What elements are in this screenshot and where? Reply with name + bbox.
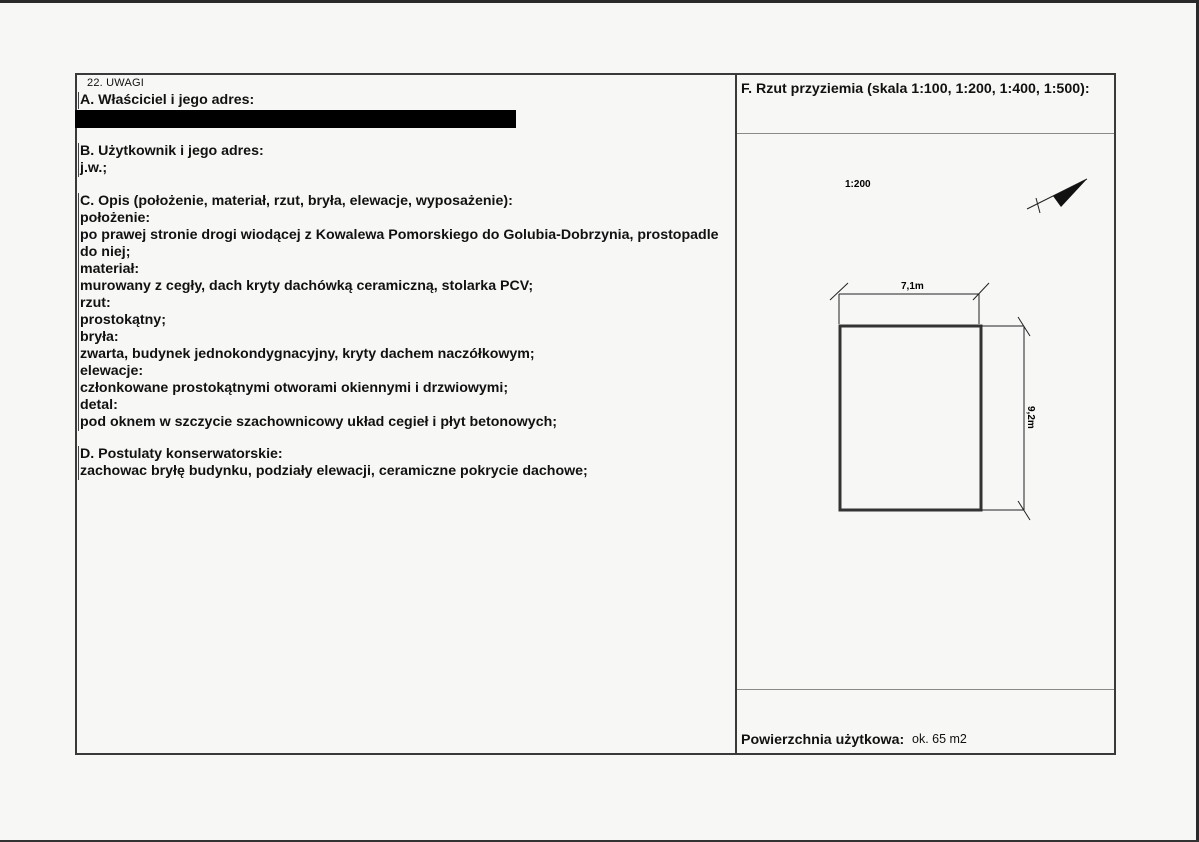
sketch-area [737, 133, 1114, 690]
width-dimension-label: 7,1m [901, 281, 924, 292]
user-value: j.w.; [80, 160, 108, 176]
form-label: bryła: [80, 329, 119, 345]
ground-plan-section [737, 75, 1114, 753]
postulates-heading: D. Postulaty konserwatorskie: [80, 446, 283, 462]
owner-heading: A. Właściciel i jego adres: [80, 92, 255, 108]
detail-value: pod oknem w szczycie szachownicowy układ cegieł i płyt betonowych; [80, 414, 557, 430]
scale-label: 1:200 [845, 179, 871, 190]
user-heading: B. Użytkownik i jego adres: [80, 143, 264, 159]
description-heading: C. Opis (położenie, materiał, rzut, bryła, elewacje, wyposażenie): [80, 193, 513, 209]
location-value-line2: do niej; [80, 244, 131, 260]
plan-value: prostokątny; [80, 312, 166, 328]
location-label: położenie: [80, 210, 151, 226]
length-dimension-label: 9,2m [1025, 406, 1036, 429]
building-outline [840, 326, 981, 510]
usable-area-value: ok. 65 m2 [912, 732, 967, 746]
plan-label: rzut: [80, 295, 111, 311]
material-label: materiał: [80, 261, 140, 277]
form-value: zwarta, budynek jednokondygnacyjny, kryty dachem naczółkowym; [80, 346, 535, 362]
usable-area-label: Powierzchnia użytkowa: [741, 732, 905, 748]
north-arrow-icon [1027, 179, 1087, 213]
elevations-label: elewacje: [80, 363, 144, 379]
location-value-line1: po prawej stronie drogi wiodącej z Kowalewa Pomorskiego do Golubia-Dobrzynia, prostopadle [80, 227, 719, 243]
detail-label: detal: [80, 397, 118, 413]
elevations-value: członkowane prostokątnymi otworami okiennymi i drzwiowymi; [80, 380, 509, 396]
sheet-edge-top [0, 0, 1199, 3]
section-number: 22. UWAGI [87, 77, 145, 89]
floor-plan-sketch [737, 134, 1114, 689]
postulates-value: zachowac bryłę budynku, podziały elewacji, ceramiczne pokrycie dachowe; [80, 463, 588, 479]
length-dimension-line [981, 317, 1030, 520]
redacted-owner-address [75, 110, 516, 128]
remarks-section [77, 75, 733, 751]
material-value: murowany z cegły, dach kryty dachówką ceramiczną, stolarka PCV; [80, 278, 534, 294]
ground-plan-heading: F. Rzut przyziemia (skala 1:100, 1:200, 1:400, 1:500): [741, 81, 1090, 97]
